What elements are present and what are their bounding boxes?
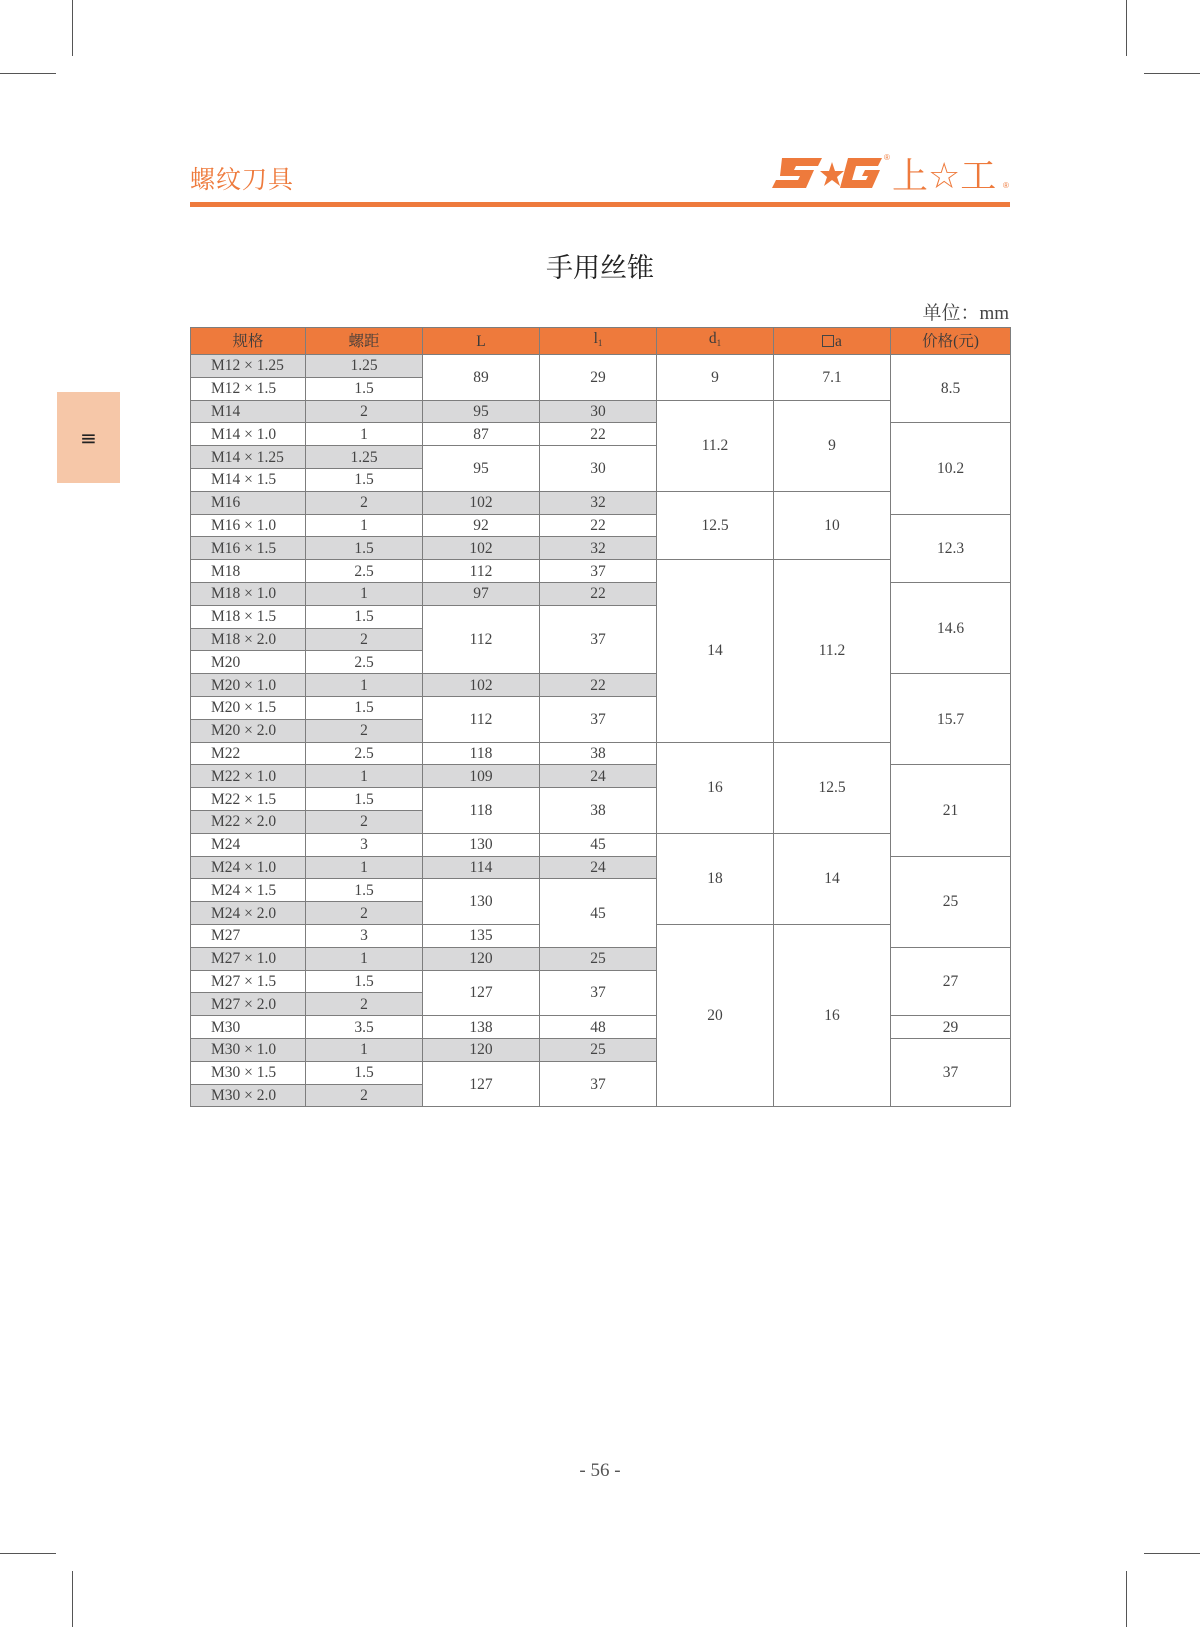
cell-l1: 25 xyxy=(540,1038,657,1061)
cell-L: 127 xyxy=(423,970,540,1016)
cell-square: 11.2 xyxy=(774,560,891,742)
cell-spec: M18 × 1.0 xyxy=(191,582,306,605)
cell-spec: M27 × 2.0 xyxy=(191,993,306,1016)
cell-pitch: 1.5 xyxy=(306,970,423,993)
cell-spec: M20 × 2.0 xyxy=(191,719,306,742)
cell-square: 16 xyxy=(774,924,891,1106)
cell-pitch: 2 xyxy=(306,491,423,514)
cell-l1: 22 xyxy=(540,674,657,697)
brand-cjk: 上☆工 xyxy=(892,156,997,196)
cell-pitch: 3 xyxy=(306,833,423,856)
cell-l1: 32 xyxy=(540,537,657,560)
cell-spec: M12 × 1.5 xyxy=(191,377,306,400)
col-header-l1: $l_1$ xyxy=(540,328,657,355)
cell-L: 130 xyxy=(423,879,540,925)
table-row xyxy=(191,400,1011,423)
cell-pitch: 1 xyxy=(306,582,423,605)
cell-pitch: 2.5 xyxy=(306,742,423,765)
cell-square: 12.5 xyxy=(774,742,891,833)
svg-text:®: ® xyxy=(1003,181,1009,190)
cell-pitch: 2 xyxy=(306,993,423,1016)
section-title: 螺纹刀具 xyxy=(190,165,295,194)
cell-l1: 37 xyxy=(540,970,657,1016)
col-header-d1: $d_1$ xyxy=(657,328,774,355)
cell-pitch: 2 xyxy=(306,719,423,742)
cell-price: 14.6 xyxy=(891,582,1011,673)
cell-spec: M24 xyxy=(191,833,306,856)
cell-d1: 20 xyxy=(657,924,774,1106)
table-row xyxy=(191,355,1011,378)
cell-spec: M30 × 1.0 xyxy=(191,1038,306,1061)
col-header-square: a xyxy=(774,328,891,355)
col-header-L: L xyxy=(423,328,540,355)
col-header-price: 价格(元) xyxy=(891,328,1011,355)
cell-l1: 32 xyxy=(540,491,657,514)
crop-mark xyxy=(1144,1553,1200,1554)
cell-spec: M22 × 1.0 xyxy=(191,765,306,788)
cell-spec: M18 × 1.5 xyxy=(191,605,306,628)
table-row xyxy=(191,833,1011,856)
cell-L: 102 xyxy=(423,491,540,514)
cell-L: 114 xyxy=(423,856,540,879)
cell-l1: 37 xyxy=(540,560,657,583)
cell-L: 112 xyxy=(423,560,540,583)
cell-l1: 45 xyxy=(540,879,657,947)
cell-l1: 29 xyxy=(540,355,657,401)
cell-pitch: 1.5 xyxy=(306,1061,423,1084)
cell-pitch: 1.25 xyxy=(306,355,423,378)
cell-pitch: 1 xyxy=(306,423,423,446)
cell-l1: 30 xyxy=(540,446,657,492)
cell-pitch: 1 xyxy=(306,765,423,788)
cell-spec: M22 × 2.0 xyxy=(191,810,306,833)
cell-spec: M24 × 1.0 xyxy=(191,856,306,879)
cell-square: 14 xyxy=(774,833,891,924)
col-header-pitch: 螺距 xyxy=(306,328,423,355)
cell-L: 138 xyxy=(423,1016,540,1039)
cell-spec: M18 xyxy=(191,560,306,583)
cell-price: 12.3 xyxy=(891,514,1011,582)
cell-L: 112 xyxy=(423,696,540,742)
cell-price: 10.2 xyxy=(891,423,1011,514)
crop-mark xyxy=(72,0,73,56)
cell-L: 87 xyxy=(423,423,540,446)
cell-spec: M22 × 1.5 xyxy=(191,788,306,811)
cell-l1: 22 xyxy=(540,582,657,605)
cell-pitch: 1.5 xyxy=(306,788,423,811)
chapter-tab-icon: ≡ xyxy=(80,425,97,450)
cell-pitch: 1.5 xyxy=(306,377,423,400)
crop-mark xyxy=(1126,1571,1127,1627)
cell-d1: 9 xyxy=(657,355,774,401)
cell-l1: 25 xyxy=(540,947,657,970)
col-header-spec: 规格 xyxy=(191,328,306,355)
cell-l1: 37 xyxy=(540,1061,657,1107)
cell-L: 120 xyxy=(423,1038,540,1061)
cell-spec: M16 × 1.0 xyxy=(191,514,306,537)
cell-L: 89 xyxy=(423,355,540,401)
cell-L: 95 xyxy=(423,400,540,423)
cell-L: 135 xyxy=(423,924,540,947)
cell-price: 21 xyxy=(891,765,1011,856)
cell-spec: M27 xyxy=(191,924,306,947)
crop-mark xyxy=(1144,73,1200,74)
cell-spec: M14 × 1.25 xyxy=(191,446,306,469)
cell-spec: M16 xyxy=(191,491,306,514)
cell-L: 102 xyxy=(423,537,540,560)
cell-d1: 14 xyxy=(657,560,774,742)
table-row xyxy=(191,491,1011,514)
page-number: - 56 - xyxy=(579,1460,621,1481)
cell-spec: M14 xyxy=(191,400,306,423)
cell-spec: M12 × 1.25 xyxy=(191,355,306,378)
cell-pitch: 3.5 xyxy=(306,1016,423,1039)
cell-L: 97 xyxy=(423,582,540,605)
cell-L: 120 xyxy=(423,947,540,970)
chapter-tab[interactable] xyxy=(57,392,120,483)
cell-spec: M22 xyxy=(191,742,306,765)
crop-mark xyxy=(72,1571,73,1627)
cell-spec: M30 × 2.0 xyxy=(191,1084,306,1107)
tap-spec-table xyxy=(190,327,1011,1107)
cell-price: 27 xyxy=(891,947,1011,1015)
cell-pitch: 3 xyxy=(306,924,423,947)
cell-L: 118 xyxy=(423,742,540,765)
cell-l1: 22 xyxy=(540,423,657,446)
cell-spec: M20 xyxy=(191,651,306,674)
cell-square: 7.1 xyxy=(774,355,891,401)
cell-pitch: 1 xyxy=(306,674,423,697)
cell-l1: 38 xyxy=(540,742,657,765)
square-icon xyxy=(822,335,834,347)
cell-spec: M14 × 1.5 xyxy=(191,468,306,491)
cell-price: 25 xyxy=(891,856,1011,947)
cell-pitch: 2 xyxy=(306,810,423,833)
cell-pitch: 1.5 xyxy=(306,879,423,902)
cell-pitch: 2 xyxy=(306,400,423,423)
crop-mark xyxy=(0,1553,56,1554)
cell-spec: M16 × 1.5 xyxy=(191,537,306,560)
cell-spec: M24 × 1.5 xyxy=(191,879,306,902)
cell-l1: 45 xyxy=(540,833,657,856)
cell-L: 112 xyxy=(423,605,540,673)
brand-logo xyxy=(770,148,1010,196)
cell-L: 95 xyxy=(423,446,540,492)
cell-price: 15.7 xyxy=(891,674,1011,765)
cell-price: 37 xyxy=(891,1038,1011,1106)
cell-pitch: 1 xyxy=(306,856,423,879)
cell-l1: 22 xyxy=(540,514,657,537)
cell-spec: M27 × 1.5 xyxy=(191,970,306,993)
cell-l1: 38 xyxy=(540,788,657,834)
cell-spec: M14 × 1.0 xyxy=(191,423,306,446)
svg-text:®: ® xyxy=(884,153,890,162)
cell-l1: 24 xyxy=(540,765,657,788)
table-header-row xyxy=(191,328,1011,355)
cell-pitch: 2.5 xyxy=(306,651,423,674)
cell-L: 127 xyxy=(423,1061,540,1107)
cell-spec: M30 × 1.5 xyxy=(191,1061,306,1084)
table-row xyxy=(191,560,1011,583)
cell-L: 92 xyxy=(423,514,540,537)
cell-d1: 12.5 xyxy=(657,491,774,559)
cell-L: 102 xyxy=(423,674,540,697)
header-rule xyxy=(190,202,1010,207)
cell-l1: 30 xyxy=(540,400,657,423)
cell-spec: M18 × 2.0 xyxy=(191,628,306,651)
cell-spec: M20 × 1.5 xyxy=(191,696,306,719)
table-row xyxy=(191,742,1011,765)
unit-label: 单位：mm xyxy=(922,303,1009,324)
cell-pitch: 2.5 xyxy=(306,560,423,583)
cell-l1: 48 xyxy=(540,1016,657,1039)
cell-L: 130 xyxy=(423,833,540,856)
cell-pitch: 1 xyxy=(306,947,423,970)
page-title: 手用丝锥 xyxy=(546,253,654,284)
cell-pitch: 1 xyxy=(306,1038,423,1061)
cell-l1: 37 xyxy=(540,696,657,742)
cell-pitch: 1.5 xyxy=(306,605,423,628)
cell-pitch: 2 xyxy=(306,902,423,925)
cell-pitch: 1.25 xyxy=(306,446,423,469)
cell-L: 118 xyxy=(423,788,540,834)
cell-pitch: 1.5 xyxy=(306,696,423,719)
cell-d1: 18 xyxy=(657,833,774,924)
cell-pitch: 2 xyxy=(306,628,423,651)
cell-l1: 37 xyxy=(540,605,657,673)
crop-mark xyxy=(1126,0,1127,56)
crop-mark xyxy=(0,73,56,74)
cell-spec: M27 × 1.0 xyxy=(191,947,306,970)
cell-price: 29 xyxy=(891,1016,1011,1039)
cell-spec: M20 × 1.0 xyxy=(191,674,306,697)
cell-pitch: 2 xyxy=(306,1084,423,1107)
cell-spec: M24 × 2.0 xyxy=(191,902,306,925)
cell-square: 10 xyxy=(774,491,891,559)
cell-pitch: 1 xyxy=(306,514,423,537)
cell-d1: 11.2 xyxy=(657,400,774,491)
cell-price: 8.5 xyxy=(891,355,1011,423)
cell-pitch: 1.5 xyxy=(306,468,423,491)
cell-square: 9 xyxy=(774,400,891,491)
cell-d1: 16 xyxy=(657,742,774,833)
cell-pitch: 1.5 xyxy=(306,537,423,560)
cell-spec: M30 xyxy=(191,1016,306,1039)
cell-l1: 24 xyxy=(540,856,657,879)
cell-L: 109 xyxy=(423,765,540,788)
